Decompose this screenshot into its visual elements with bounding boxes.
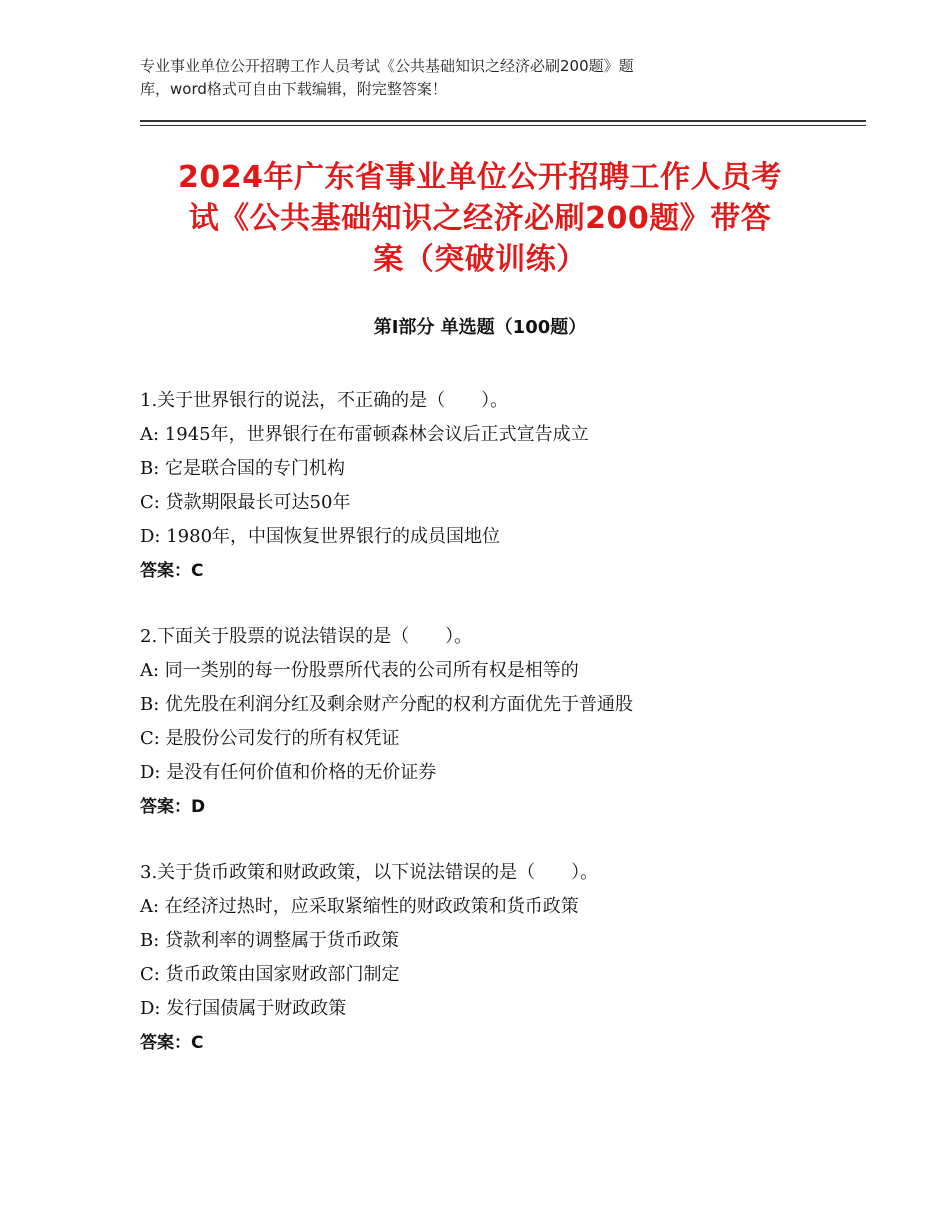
option-c: C: 贷款期限最长可达50年	[140, 492, 351, 513]
question-3	[140, 856, 860, 1060]
option-a: A: 同一类别的每一份股票所代表的公司所有权是相等的	[140, 660, 579, 681]
option-d: D: 发行国债属于财政政策	[140, 998, 347, 1019]
option-c: C: 货币政策由国家财政部门制定	[140, 964, 400, 985]
document-title-line-1: 2024年广东省事业单位公开招聘工作人员考	[178, 160, 782, 195]
header-note-line-1: 专业事业单位公开招聘工作人员考试《公共基础知识之经济必刷200题》题	[140, 57, 634, 75]
question-list	[140, 384, 860, 1092]
option-d: D: 1980年，中国恢复世界银行的成员国地位	[140, 526, 501, 547]
option-b: B: 贷款利率的调整属于货币政策	[140, 930, 400, 951]
header-note-line-2: 库，word格式可自由下载编辑，附完整答案！	[140, 80, 447, 98]
option-d: D: 是没有任何价值和价格的无价证券	[140, 762, 437, 783]
question-stem: 1.关于世界银行的说法，不正确的是（ ）。	[140, 390, 509, 411]
document-title-line-3: 案（突破训练）	[373, 242, 587, 277]
option-a: A: 在经济过热时，应采取紧缩性的财政政策和货币政策	[140, 896, 579, 917]
document-title-line-2: 试《公共基础知识之经济必刷200题》带答	[188, 201, 772, 236]
question-2	[140, 620, 860, 824]
answer: 答案：C	[140, 561, 204, 581]
question-stem: 2.下面关于股票的说法错误的是（ ）。	[140, 626, 473, 647]
answer: 答案：C	[140, 1033, 204, 1053]
section-title: 第Ⅰ部分 单选题（100题）	[373, 317, 587, 338]
option-c: C: 是股份公司发行的所有权凭证	[140, 728, 400, 749]
option-a: A: 1945年，世界银行在布雷顿森林会议后正式宣告成立	[140, 424, 589, 445]
answer: 答案：D	[140, 797, 206, 817]
header-divider-thin	[140, 125, 866, 126]
option-b: B: 它是联合国的专门机构	[140, 458, 346, 479]
question-1	[140, 384, 860, 588]
header-divider-thick	[140, 120, 866, 122]
option-b: B: 优先股在利润分红及剩余财产分配的权利方面优先于普通股	[140, 694, 634, 715]
document-title	[140, 157, 820, 280]
question-stem: 3.关于货币政策和财政政策，以下说法错误的是（ ）。	[140, 862, 599, 883]
header-note	[140, 55, 780, 101]
